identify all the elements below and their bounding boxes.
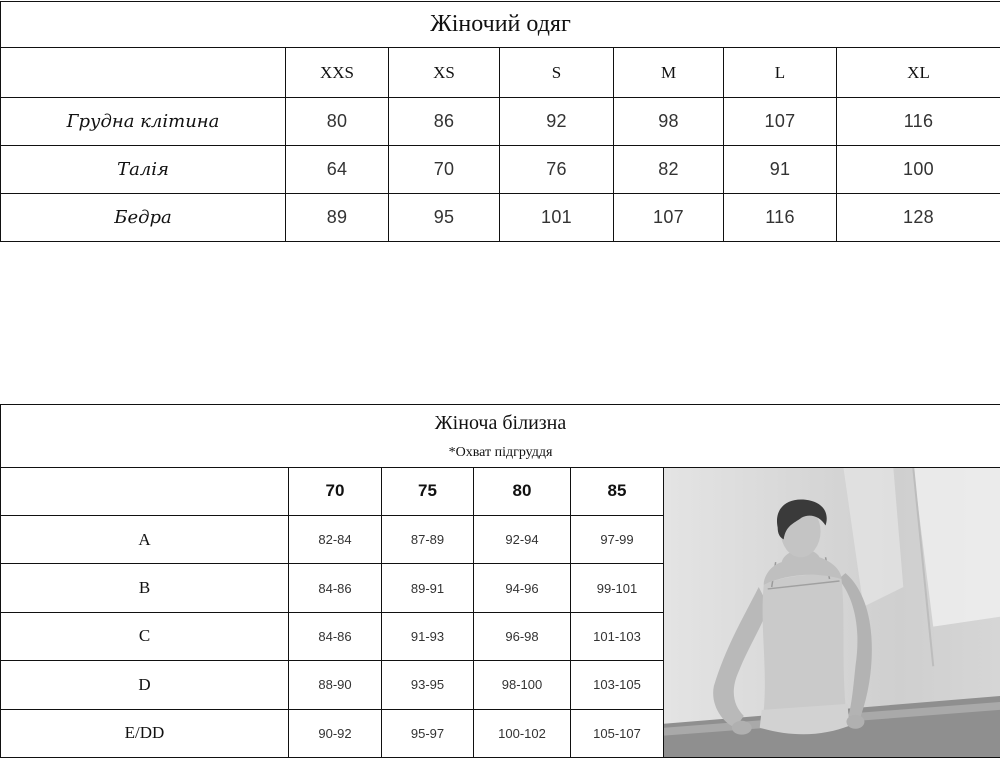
table-cell: 116 bbox=[837, 98, 1000, 146]
band-header-80: 80 bbox=[474, 467, 571, 515]
clothing-table-title: Жіночий одяг bbox=[1, 2, 1000, 48]
size-header-xs: XS bbox=[389, 48, 500, 98]
lingerie-table-title: Жіноча білизна bbox=[434, 412, 567, 435]
table-cell: 105-107 bbox=[571, 709, 664, 757]
table-cell: 98 bbox=[614, 98, 724, 146]
size-header-l: L bbox=[724, 48, 837, 98]
table-cell: 103-105 bbox=[571, 661, 664, 709]
table-row bbox=[1, 194, 1000, 242]
size-header-xxs: XXS bbox=[286, 48, 389, 98]
lingerie-table-header bbox=[1, 405, 1000, 468]
model-photo-icon bbox=[664, 468, 1000, 757]
table-row bbox=[1, 146, 1000, 194]
table-cell: 100-102 bbox=[474, 709, 571, 757]
table-row bbox=[1, 98, 1000, 146]
table-cell: 87-89 bbox=[382, 515, 474, 563]
model-photo-image bbox=[664, 468, 1000, 757]
table-cell: 89 bbox=[286, 194, 389, 242]
table-cell: 86 bbox=[389, 98, 500, 146]
size-header-s: S bbox=[500, 48, 614, 98]
band-header-85: 85 bbox=[571, 467, 664, 515]
model-photo bbox=[664, 467, 1000, 757]
table-cell: 107 bbox=[724, 98, 837, 146]
table-cell: 92-94 bbox=[474, 515, 571, 563]
table-cell: 101 bbox=[500, 194, 614, 242]
table-cell: 94-96 bbox=[474, 564, 571, 612]
table-cell: 90-92 bbox=[289, 709, 382, 757]
clothing-corner-cell bbox=[1, 48, 286, 98]
womens-clothing-size-table bbox=[0, 1, 1000, 242]
table-cell: 95 bbox=[389, 194, 500, 242]
table-cell: 89-91 bbox=[382, 564, 474, 612]
table-cell: 91 bbox=[724, 146, 837, 194]
table-cell: 91-93 bbox=[382, 612, 474, 660]
womens-lingerie-size-table bbox=[0, 404, 1000, 758]
lingerie-table-subtitle: *Охват підгруддя bbox=[448, 445, 553, 461]
cup-label-e-dd: E/DD bbox=[1, 709, 289, 757]
table-cell: 99-101 bbox=[571, 564, 664, 612]
row-label-hips: Бедра bbox=[1, 194, 286, 242]
table-cell: 107 bbox=[614, 194, 724, 242]
table-cell: 80 bbox=[286, 98, 389, 146]
table-cell: 116 bbox=[724, 194, 837, 242]
table-cell: 92 bbox=[500, 98, 614, 146]
size-header-xl: XL bbox=[837, 48, 1000, 98]
row-label-waist: Талія bbox=[1, 146, 286, 194]
cup-label-a: A bbox=[1, 515, 289, 563]
womens-lingerie-section bbox=[0, 404, 1000, 758]
cup-label-b: B bbox=[1, 564, 289, 612]
band-header-75: 75 bbox=[382, 467, 474, 515]
table-cell: 101-103 bbox=[571, 612, 664, 660]
table-cell: 64 bbox=[286, 146, 389, 194]
table-cell: 70 bbox=[389, 146, 500, 194]
lingerie-corner-cell bbox=[1, 467, 289, 515]
table-cell: 82-84 bbox=[289, 515, 382, 563]
table-cell: 128 bbox=[837, 194, 1000, 242]
table-cell: 100 bbox=[837, 146, 1000, 194]
size-header-m: M bbox=[614, 48, 724, 98]
table-cell: 97-99 bbox=[571, 515, 664, 563]
table-cell: 93-95 bbox=[382, 661, 474, 709]
cup-label-d: D bbox=[1, 661, 289, 709]
table-cell: 84-86 bbox=[289, 564, 382, 612]
cup-label-c: C bbox=[1, 612, 289, 660]
table-cell: 95-97 bbox=[382, 709, 474, 757]
band-header-70: 70 bbox=[289, 467, 382, 515]
table-cell: 96-98 bbox=[474, 612, 571, 660]
table-cell: 98-100 bbox=[474, 661, 571, 709]
row-label-chest: Грудна клітина bbox=[1, 98, 286, 146]
table-cell: 76 bbox=[500, 146, 614, 194]
table-cell: 88-90 bbox=[289, 661, 382, 709]
table-cell: 84-86 bbox=[289, 612, 382, 660]
table-cell: 82 bbox=[614, 146, 724, 194]
